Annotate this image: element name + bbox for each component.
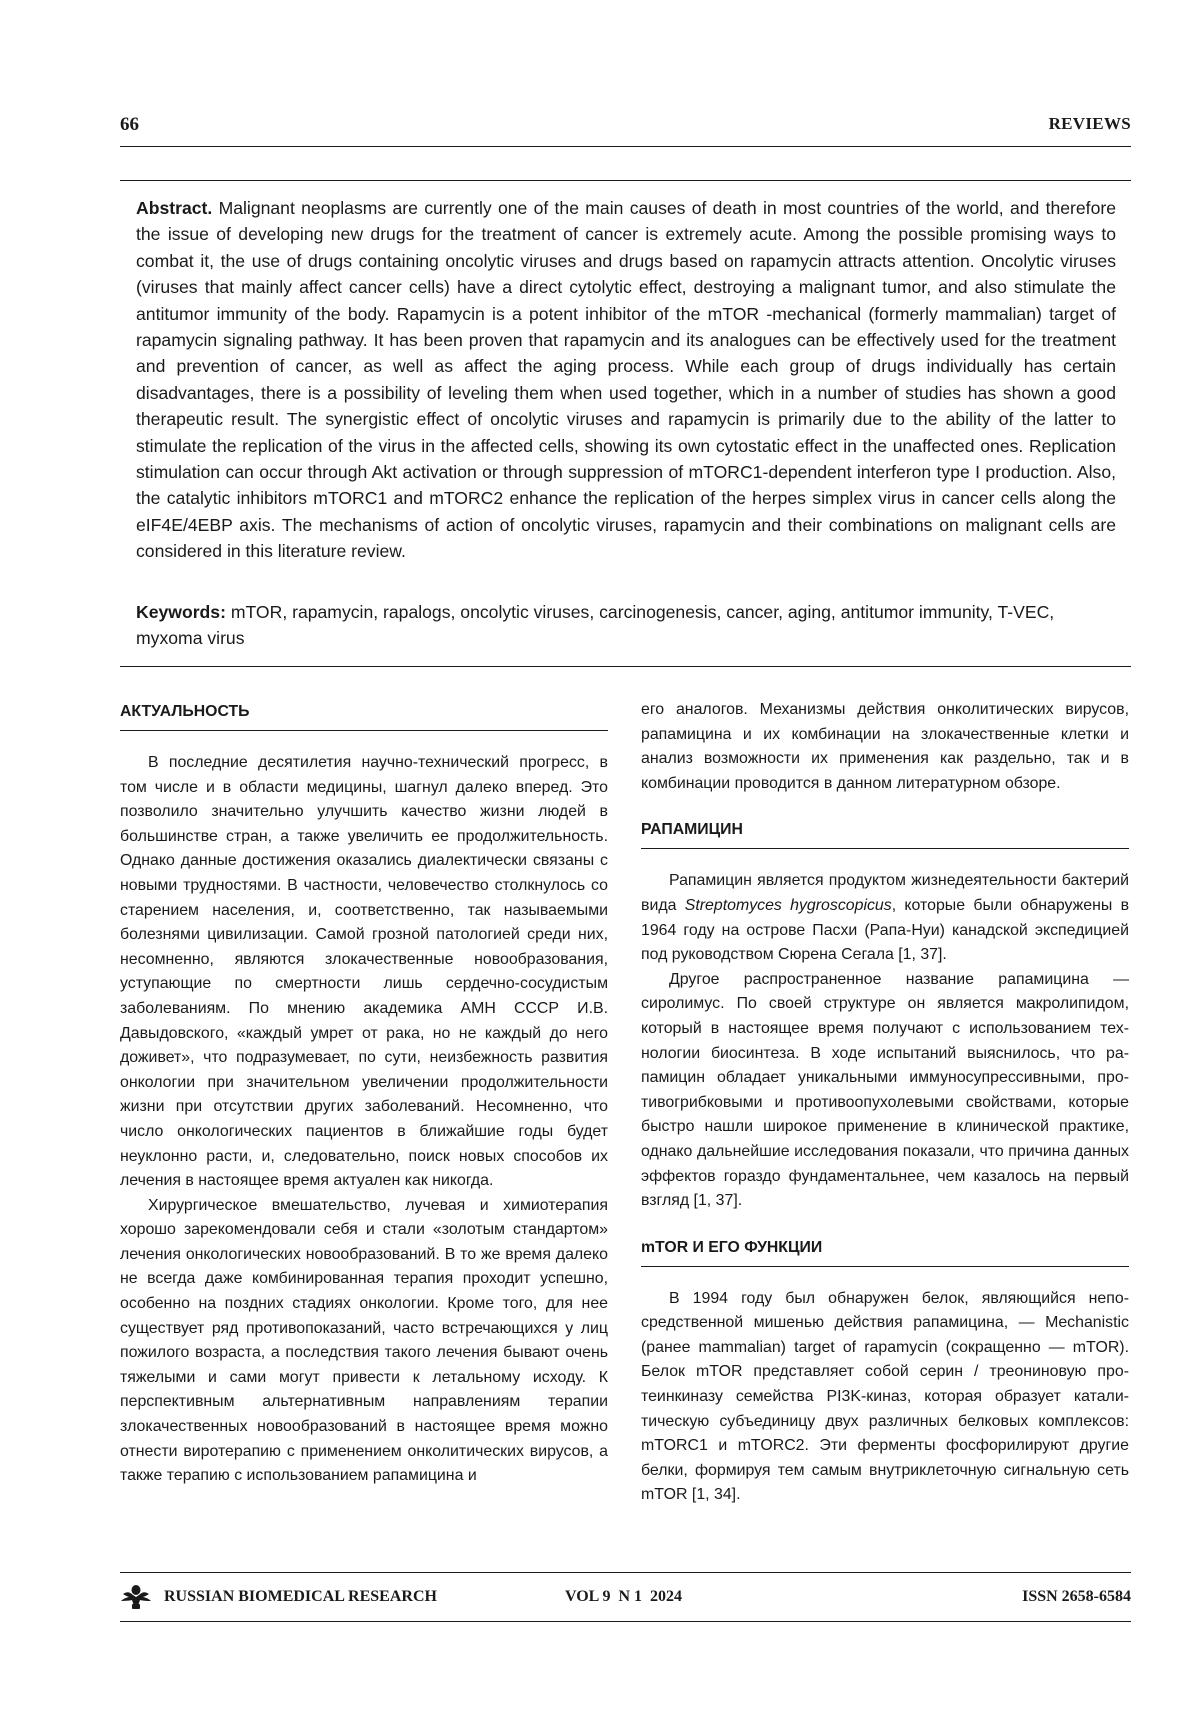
journal-name: RUSSIAN BIOMEDICAL RESEARCH xyxy=(164,1588,437,1605)
section-heading-rapamycin: РАПАМИЦИН xyxy=(641,818,1129,849)
rapamycin-paragraph-2: Другое распространенное название рапамицина — сиролимус. По своей структуре он является макролипидом, который в настоящее время получают с использованием технологии биосинтеза. В ходе испытаний выяснилось, что рапамицин обладает уникальными иммуносупрессивными, противогрибковыми и противоопухолевыми свойствами, которые быстро нашли широкое применение в клинической практике, однако дальнейшие исследования показали, что причина данных эффектов гораздо фундаментальнее, чем казалось на первый взгляд [1, 37]. xyxy=(641,970,1129,1210)
section-heading-mtor: mTOR И ЕГО ФУНКЦИИ xyxy=(641,1236,1129,1267)
abstract-text: Malignant neoplasms are currently one of the main causes of death in most countries of the world, and therefore the issue of developing new drugs for the treatment of cancer is extremely acute. Among the possible promising ways to combat it, the use of drugs containing oncolytic viruses and drugs based on rapamycin attracts attention. Oncolytic viruses (viruses that mainly affect cancer cells) have a direct cytolytic effect, destroying a malignant tumor, and also stimulate the antitumor immunity of the body. Rapamycin is a potent inhibitor of the mTOR -mechanical (formerly mammalian) target of rapamycin signaling pathway. It has been proven that rapamycin and its analogues can be effectively used for the treatment and prevention of cancer, as well as affect the aging process. While each group of drugs individually has certain disadvantages, there is a possibility of leveling them when used together, which in a number of studies has shown a good therapeutic result. The synergistic effect of oncolytic viruses and rapamycin is primarily due to the ability of the latter to stimulate the replication of the virus in the affected cells, showing its own cytostatic effect in the unaffected ones. Replication stimulation can occur through Akt activation or through suppression of mTORC1-dependent interferon type I production. Also, the catalytic inhibitors mTORC1 and mTORC2 enhance the replication of the herpes simplex virus in cancer cells along the eIF4E/4EBP axis. The mechanisms of action of oncolytic viruses, rapamycin and their combinations on malignant cells are considered in this literature review. xyxy=(136,198,1117,562)
left-column xyxy=(120,700,608,1489)
keywords-paragraph xyxy=(136,599,1116,652)
abstract-label: Abstract. xyxy=(136,198,213,218)
page-number: 66 xyxy=(120,114,139,135)
issn: ISSN 2658-6584 xyxy=(1022,1588,1131,1605)
journal-emblem-icon xyxy=(120,1584,152,1610)
keywords-text: mTOR, rapamycin, rapalogs, oncolytic viruses, carcinogenesis, cancer, aging, antitumor immunity, T-VEC, myxoma virus xyxy=(136,602,1055,649)
abstract-block xyxy=(120,180,1131,667)
section-heading-relevance: АКТУАЛЬНОСТЬ xyxy=(120,700,608,731)
relevance-paragraph-2: Хирургическое вмешательство, лучевая и химиотерапия хорошо зарекомендовали себя и стали «золотым стандартом» лечения онкологических новообразований. В то же время далеко не всегда даже комбинированная терапия проходит успешно, особенно на поздних стадиях онкологии. Кроме того, для нее существует ряд противопоказаний, часто встречающихся у лиц пожилого возраста, а последствия такого лечения бывают очень тяжелыми и сами могут привести к летальному исходу. К перспективным альтернативным направлениям терапии злокачественных новообразований в настоящее время можно отнести виротерапию с применением онколитических вирусов, а также терапию с использованием рапамицина и xyxy=(120,1196,608,1485)
right-column xyxy=(641,700,1129,1508)
relevance-paragraph-3: его аналогов. Механизмы действия онколитических вирусов, рапамицина и их комбинации на злокачественные клетки и анализ возможности их применения как раздельно, так и в комбинации проводится в данном литературном обзоре. xyxy=(641,701,1129,792)
keywords-label: Keywords: xyxy=(136,602,226,622)
page-footer xyxy=(120,1572,1131,1622)
page-header xyxy=(120,110,1131,147)
abstract-paragraph xyxy=(136,195,1116,565)
volume-issue: VOL 9 N 1 2024 xyxy=(565,1588,683,1605)
mtor-paragraph-1: В 1994 году был обнаружен белок, являющийся непосредственной мишенью действия рапамицина, — Mechanistic (ранее mammalian) target of rapamycin (сокращенно — mTOR). Белок mTOR представляет собой серин / треониновую протеинкиназу семейства PI3K-киназ, которая образует каталитическую субъединицу двух различных белковых комплексов: mTORC1 и mTORC2. Эти ферменты фосфорилируют другие белки, формируя тем самым внутриклеточную сигнальную сеть mTOR [1, 34]. xyxy=(641,1289,1129,1504)
species-name: Streptomyces hygroscopicus xyxy=(684,896,892,914)
section-label: REVIEWS xyxy=(1048,114,1131,133)
rapamycin-paragraph-1: Рапамицин является продуктом жизнедеятельности бактерий вида Streptomyces hygroscopicus, которые были обнаружены в 1964 году на острове Пасхи (Рапа-Нуи) канадской экспедицией под руководством Сюрена Сегала [1, 37]. xyxy=(641,872,1130,964)
relevance-paragraph-1: В последние десятилетия научно-технический прогресс, в том числе и в области медицины, шагнул далеко вперед. Это позволило значительно улучшить качество жизни людей в большинстве стран, а также увеличить ее продолжительность. Однако данные достижения оказались диалектически связаны с новыми трудностями. В частности, человечество столкнулось со старением населения, и, соответственно, так называемыми болезнями цивилизации. Самой грозной патологией среди них, несомненно, являются злокачественные новообразования, уступающие по смертности лишь сердечно-сосудистым заболеваниям. По мнению академика АМН СССР И.В. Давыдовского, «каждый умрет от рака, но не каждый до него доживет», что подразумевает, по сути, неизбежность развития онкологии при значительном увеличении продолжительности жизни при отсутствии других заболеваний. Несомненно, что число онкологических пациентов в ближайшие годы будет неуклонно расти, и, следовательно, поиск новых способов их лечения в настоящее время актуален как никогда. xyxy=(120,754,608,1190)
